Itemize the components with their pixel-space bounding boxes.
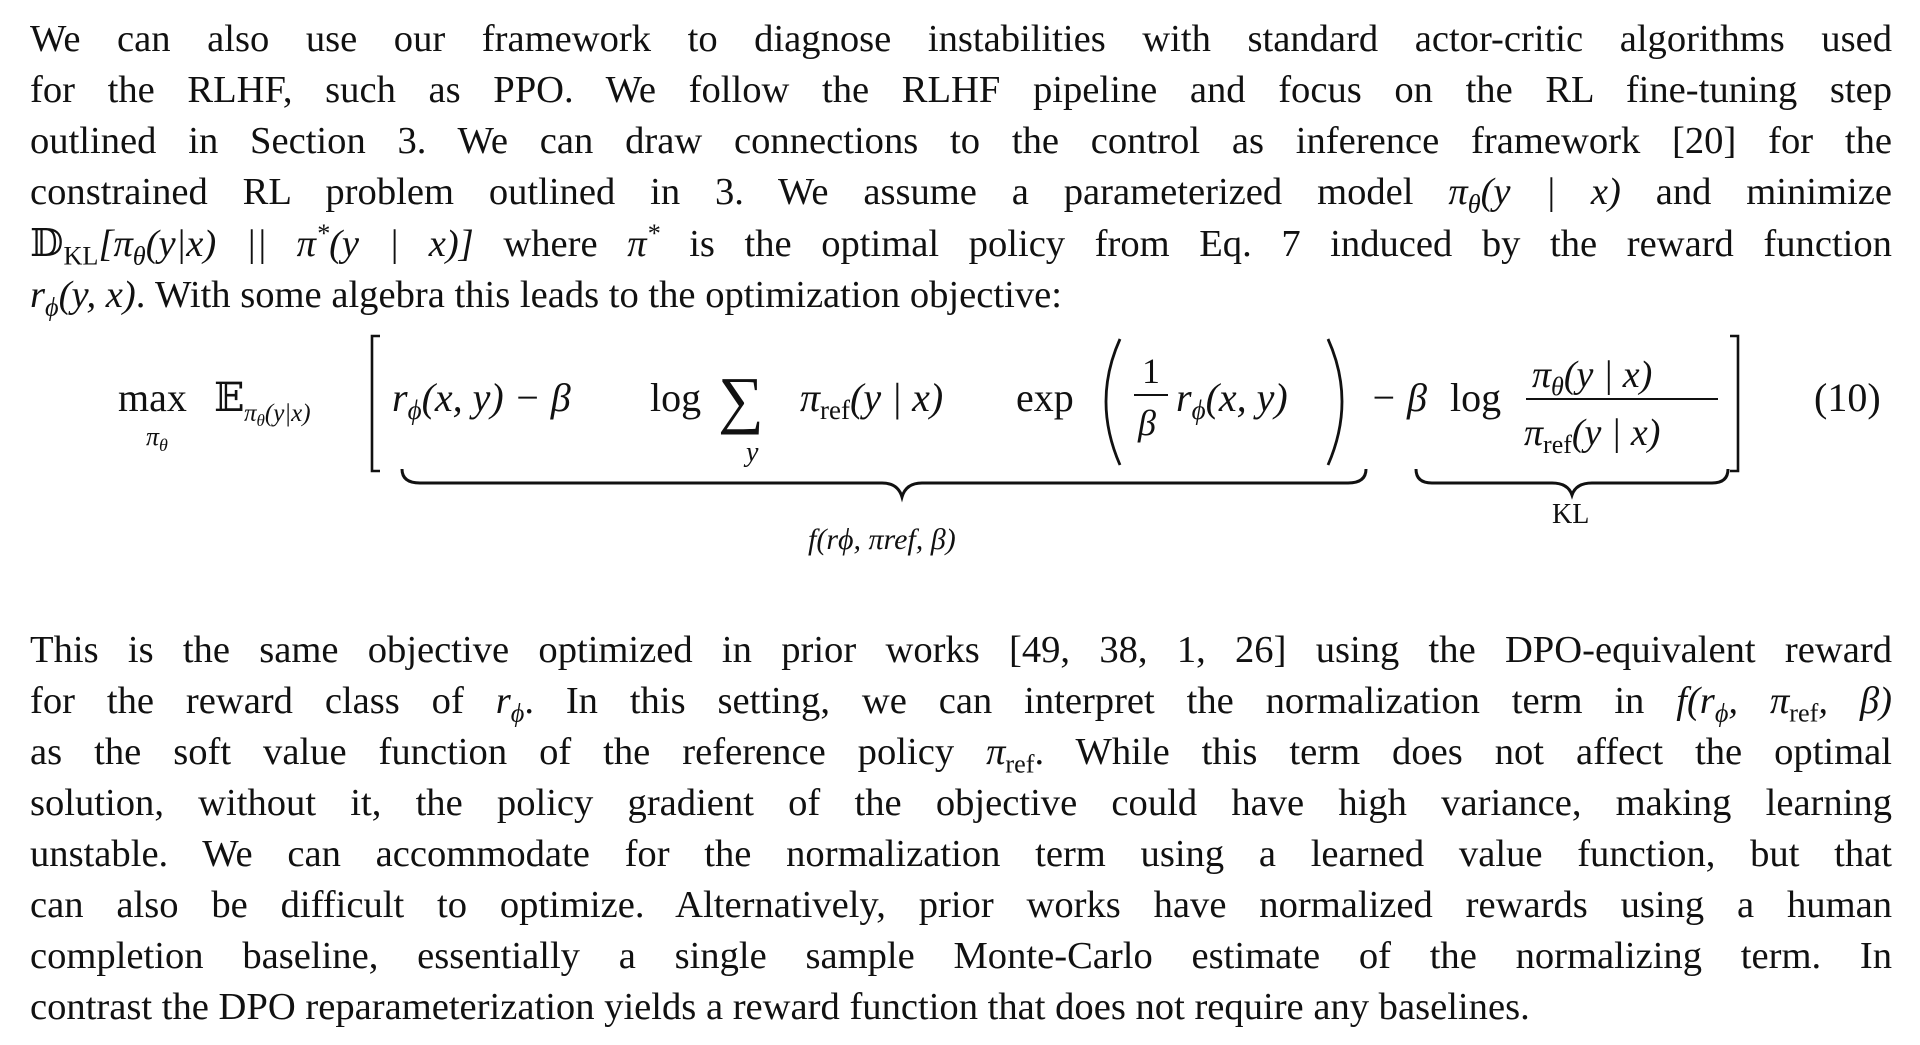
svg-text:𝔼: 𝔼 [214,375,245,420]
paper-page [30,14,1892,1033]
text-line: unstable. We can accommodate for the normalization term using a learned value function, but that [30,833,1892,875]
text-line: completion baseline, essentially a single sample Monte-Carlo estimate of the normalizing term. In [30,935,1892,977]
text-line [30,727,1892,778]
text-segment: as the soft value function of the reference policy [30,731,955,773]
svg-text:πθ: $\pi_\theta$ [146,422,168,455]
text-line: outlined in Section 3. We can draw connections to the control as inference framework [20] for the [30,120,1892,162]
paragraph-1 [30,14,1892,321]
svg-text:∑: ∑ [718,364,764,435]
svg-text:1: 1 [1142,351,1160,391]
text-segment: where [503,223,598,265]
underbrace-kl-label: KL [1552,499,1590,530]
text-line: contrast the DPO reparameterization yields a reward function that does not require any baselines. [30,986,1530,1028]
text-segment: is the optimal policy from Eq. 7 induced by the reward function [689,223,1892,265]
inline-math: $f(r_\phi$, $\pi_{ref}$, β) [1676,680,1892,728]
text-segment: constrained RL problem outlined in 3. We assume a parameterized model [30,171,1414,213]
svg-text:rϕ(x, y) − β: $r_\phi(x$, y) − β [392,375,571,425]
text-line: We can also use our framework to diagnose instabilities with standard actor-critic algorithms used [30,18,1892,60]
svg-text:β: β [1138,403,1156,443]
svg-text:log: log [650,375,702,420]
text-segment: . With some algebra this leads to the optimization objective: [135,274,1062,316]
inline-math: $r_\phi$ [495,680,525,728]
svg-text:log: log [1450,375,1502,420]
inline-math: $r_\phi(y$, x) [30,274,136,322]
text-line [30,676,1892,727]
equation-graphic [30,331,1892,619]
text-line: solution, without it, the policy gradient of the objective could have high variance, making learning [30,782,1892,824]
inline-math: $\pi_{ref}$ [986,731,1035,779]
inline-math: π* [627,219,660,265]
text-segment: . In this setting, we can interpret the normalization term in [524,680,1645,722]
inline-math: $𝔻_{KL}[\pi_\theta(y|x)$ || π*(y | x)] [30,219,474,271]
text-segment: . While this term does not affect the optimal [1034,731,1892,773]
text-segment: for the reward class of [30,680,464,722]
text-line: This is the same objective optimized in prior works [49, 38, 1, 26] using the DPO-equivalent reward [30,629,1892,671]
text-line: for the RLHF, such as PPO. We follow the RLHF pipeline and focus on the RL fine-tuning step [30,69,1892,111]
equation-number: (10) [1814,375,1881,420]
text-line: can also be difficult to optimize. Alternatively, prior works have normalized rewards using a human [30,884,1892,926]
text-segment: and minimize [1655,171,1892,213]
text-line [30,167,1892,218]
svg-text:exp: exp [1016,375,1074,420]
svg-text:πref(y | x): $\pi_{ref}(y$ | x) [1524,412,1661,459]
text-line [30,270,1892,321]
svg-text:πref(y | x): $\pi_{ref}(y$ | x) [800,375,944,425]
svg-text:− β: − β [1370,375,1427,420]
svg-text:πθ(y | x): $\pi_\theta(y$ | x) [1532,354,1653,401]
svg-text:y: y [746,437,759,468]
text-line [30,218,1892,270]
equation-10 [30,331,1892,619]
svg-text:rϕ(x, y): $r_\phi(x$, y) [1176,375,1288,425]
svg-text:max: max [118,375,187,420]
svg-text:πθ(y|x): $\pi_\theta(y|x)$ [244,400,311,430]
paragraph-2 [30,625,1892,1033]
inline-math: $\pi_\theta(y$ | x) [1448,171,1621,219]
underbrace-f-label: f(rϕ, πref, β) [808,523,956,556]
